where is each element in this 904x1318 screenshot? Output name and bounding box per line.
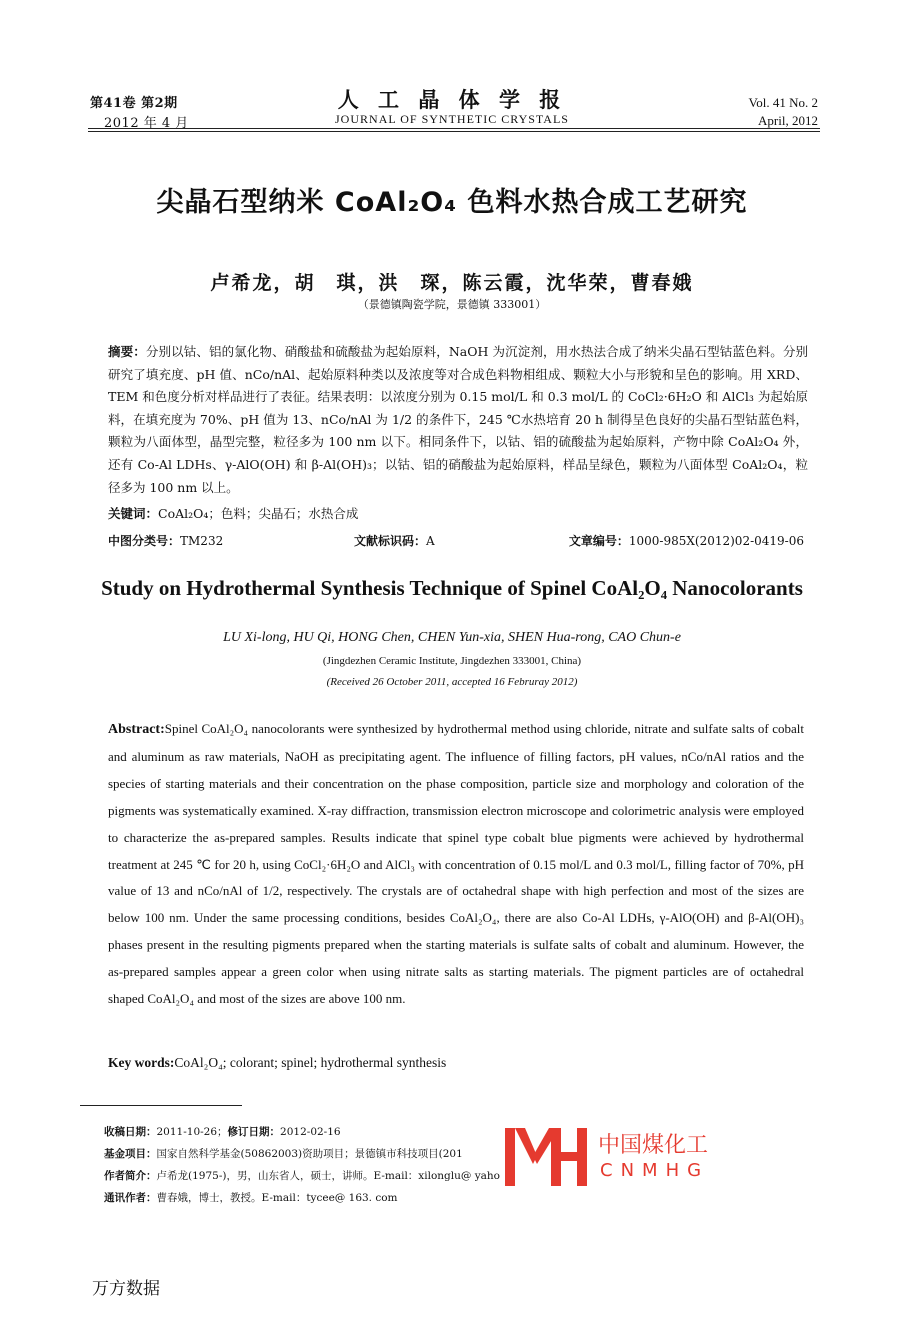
volume-issue-en: Vol. 41 No. 2 xyxy=(748,95,818,110)
date-en: April, 2012 xyxy=(758,113,818,128)
watermark-mh-icon xyxy=(503,1126,589,1188)
journal-title-en: JOURNAL OF SYNTHETIC CRYSTALS xyxy=(335,112,569,126)
abstract-en-label: Abstract: xyxy=(108,722,165,737)
footnote-author: 作者简介：卢希龙(1975-)，男，山东省人，硕士，讲师。E-mail：xilonglu@ yaho xyxy=(104,1170,500,1182)
watermark-logo xyxy=(503,1126,589,1192)
keywords-en-label: Key words: xyxy=(108,1055,175,1070)
document-code: 文献标识码：A xyxy=(354,534,435,548)
watermark-text-cn: 中国煤化工 xyxy=(598,1133,709,1158)
abstract-en xyxy=(108,716,804,1013)
source-stamp: 万方数据 xyxy=(92,1279,160,1299)
keywords-en-text: CoAl₂O₄; colorant; spinel; hydrothermal synthesis xyxy=(174,1055,447,1070)
keywords-cn xyxy=(108,503,808,526)
date-cn: 2012 年 4 月 xyxy=(104,116,189,131)
affiliation-cn: （景德镇陶瓷学院，景德镇 333001） xyxy=(357,298,547,311)
received-date-en: (Received 26 October 2011, accepted 16 Februray 2012) xyxy=(326,676,578,688)
paper-title-en: Study on Hydrothermal Synthesis Technique of Spinel CoAl₂O₄ Nanocolorants xyxy=(101,576,803,600)
journal-title-cn: 人 工 晶 体 学 报 xyxy=(337,87,567,112)
paper-title-cn: 尖晶石型纳米 CoAl₂O₄ 色料水热合成工艺研究 xyxy=(156,187,748,218)
abstract-en-text: Spinel CoAl₂O₄ nanocolorants were synthesized by hydrothermal method using chloride, nitrate and sulfate salts of cobalt and aluminum as raw materials, NaOH as precipitating agent. The influence of filling factors, pH values, nCo/nAl ratios and the species of starting materials and their concentration on the phase composition, particle size and morphology and coloration of the pigments was systematically examined. X-ray diffraction, transmission electron microscope and colorimetric analysis were employed to characterize the as-prepared samples. Results indicate that spinel type cobalt blue pigments were achieved by hydrothermal treatment at 245 ℃ for 20 h, using CoCl₂·6H₂O and AlCl₃ with concentration of 0.15 mol/L and 0.3 mol/L, filling factor of 70%, pH value of 13 and nCo/nAl of 1/2, respectively. The crystals are of octahedral shape with high perfection and most of the sizes are below 100 nm. Under the same processing conditions, besides CoAl₂O₄, there are also Co-Al LDHs, γ-AlO(OH) and β-Al(OH)₃ phases present in the resulting pigments prepared when the starting materials is sulfate salts of cobalt and aluminum. However, the as-prepared samples appear a green color when using nitrate salts as starting materials. The pigment particles are of octahedral shaped CoAl₂O₄ and most of the sizes are above 100 nm. xyxy=(108,721,804,1007)
footnote-dates: 收稿日期：2011-10-26；修订日期：2012-02-16 xyxy=(104,1126,341,1138)
watermark-text-en: CNMHG xyxy=(600,1160,710,1181)
header-rule-top xyxy=(88,128,820,129)
footnote-corresponding: 通讯作者：曹春娥，博士，教授。E-mail：tycee@ 163. com xyxy=(104,1192,398,1204)
keywords-cn-label: 关键词： xyxy=(108,506,159,521)
footnote-rule xyxy=(80,1105,242,1106)
authors-en: LU Xi-long, HU Qi, HONG Chen, CHEN Yun-xia, SHEN Hua-rong, CAO Chun-e xyxy=(223,630,681,645)
authors-cn: 卢希龙，胡 琪，洪 琛，陈云霞，沈华荣，曹春娥 xyxy=(210,272,694,294)
abstract-cn-text: 分别以钴、铝的氯化物、硝酸盐和硫酸盐为起始原料，NaOH 为沉淀剂，用水热法合成了纳米尖晶石型钴蓝色料。分别研究了填充度、pH 值、nCo/nAl、起始原料种类以及浓度等对合成色料物相组成、颗粒大小与形貌和呈色的影响。用 XRD、TEM 和色度分析对样品进行了表征。结果表明：以浓度分别为 0.15 mol/L 和 0.3 mol/L 的 CoCl₂·6H₂O 和 AlCl₃ 为起始原料，在填充度为 70%、pH 值为 13、nCo/nAl 为 1/2 的条件下，245 ℃水热培育 20 h 制得呈色良好的尖晶石型钴蓝色料，颗粒为八面体型，晶型完整，粒径多为 100 nm 以下。相同条件下，以钴、铝的硫酸盐为起始原料，产物中除 CoAl₂O₄ 外，还有 Co-Al LDHs、γ-AlO(OH) 和 β-Al(OH)₃；以钴、铝的硝酸盐为起始原料，样品呈绿色，颗粒为八面体型 CoAl₂O₄，粒径多为 100 nm 以上。 xyxy=(108,344,808,495)
header-rule-bottom xyxy=(88,131,820,132)
keywords-en xyxy=(108,1055,446,1071)
abstract-cn-label: 摘要： xyxy=(108,344,146,359)
volume-issue-cn: 第41卷 第2期 xyxy=(90,96,178,111)
keywords-cn-text: CoAl₂O₄；色料；尖晶石；水热合成 xyxy=(158,506,359,521)
footnote-fund: 基金项目：国家自然科学基金(50862003)资助项目；景德镇市科技项目(201 xyxy=(104,1148,463,1160)
article-number: 文章编号：1000-985X(2012)02-0419-06 xyxy=(568,534,804,548)
clc-number: 中图分类号：TM232 xyxy=(108,534,224,548)
affiliation-en: (Jingdezhen Ceramic Institute, Jingdezhen 333001, China) xyxy=(322,655,582,667)
abstract-cn xyxy=(108,341,808,499)
